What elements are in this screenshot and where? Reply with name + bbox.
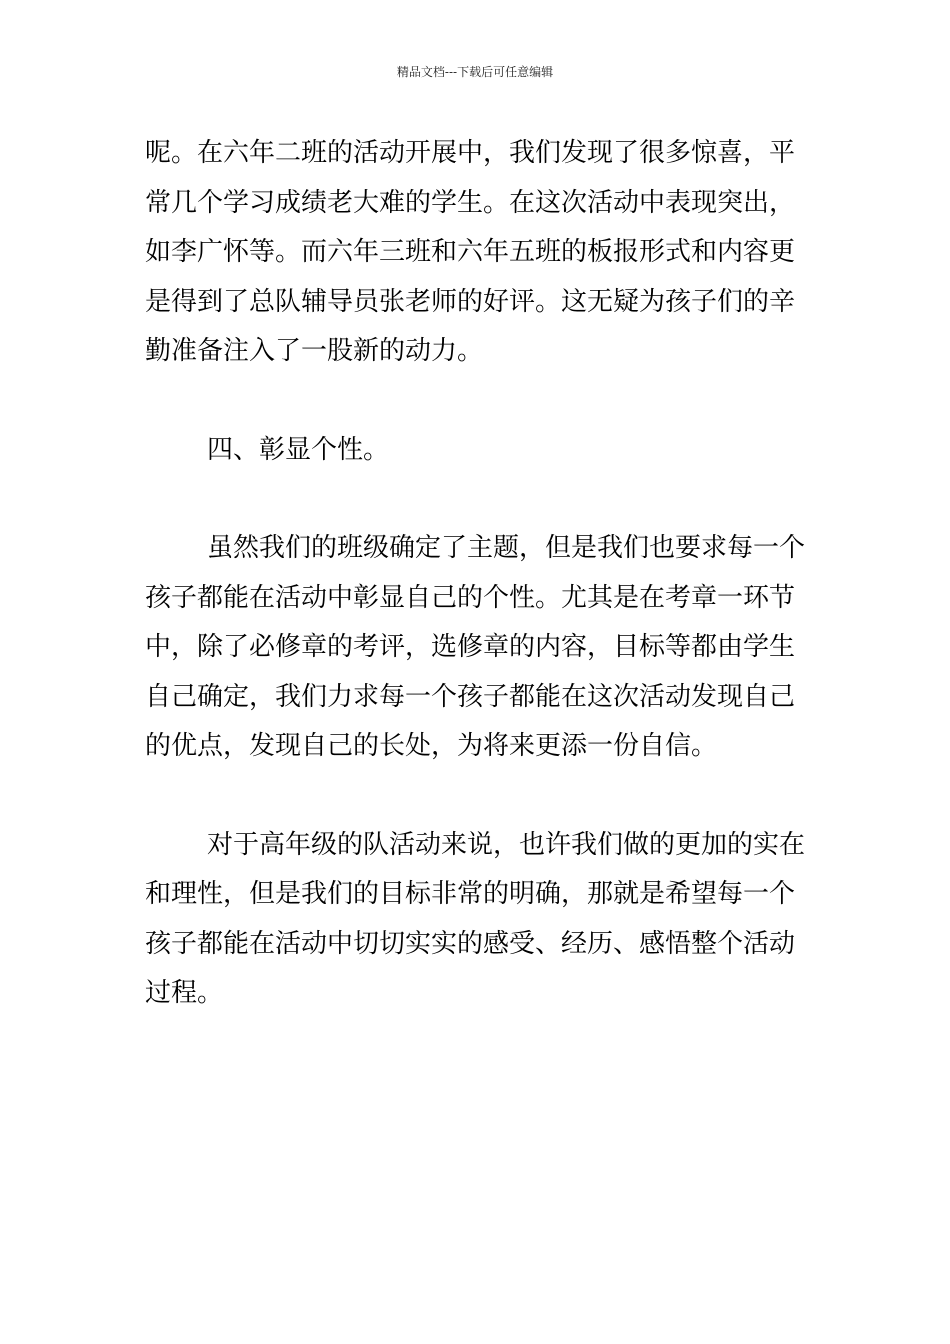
paragraph-gap xyxy=(145,377,809,426)
paragraph-gap xyxy=(145,772,809,821)
text-line: 的优点，发现自己的长处，为将来更添一份自信。 xyxy=(145,731,718,761)
paragraph xyxy=(145,821,809,1019)
text-line: 勤准备注入了一股新的动力。 xyxy=(145,336,484,366)
text-line: 孩子都能在活动中切切实实的感受、经历、感悟整个活动 xyxy=(145,928,796,959)
text-line: 是得到了总队辅导员张老师的好评。这无疑为孩子们的辛 xyxy=(145,286,796,317)
paragraph-gap xyxy=(145,475,809,524)
document-body xyxy=(145,129,809,1019)
text-line: 自己确定，我们力求每一个孩子都能在这次活动发现自己 xyxy=(145,681,796,712)
section-heading xyxy=(145,426,809,476)
text-line: 孩子都能在活动中彰显自己的个性。尤其是在考章一环节 xyxy=(145,582,796,613)
paragraph xyxy=(145,129,809,377)
page-header: 精品文档---下载后可任意编辑 xyxy=(396,65,554,79)
text-line: 虽然我们的班级确定了主题，但是我们也要求每一个 xyxy=(207,533,806,563)
text-line: 和理性，但是我们的目标非常的明确，那就是希望每一个 xyxy=(145,879,796,909)
heading-line: 四、彰显个性。 xyxy=(207,434,390,465)
text-line: 对于高年级的队活动来说，也许我们做的更加的实在 xyxy=(207,829,806,860)
text-line: 如李广怀等。而六年三班和六年五班的板报形式和内容更 xyxy=(145,237,796,267)
paragraph xyxy=(145,524,809,772)
text-line: 常几个学习成绩老大难的学生。在这次活动中表现突出， xyxy=(145,187,796,218)
text-line: 中，除了必修章的考评，选修章的内容，目标等都由学生 xyxy=(145,632,796,662)
text-line: 呢。在六年二班的活动开展中，我们发现了很多惊喜，平 xyxy=(145,138,796,168)
text-line: 过程。 xyxy=(145,978,224,1008)
